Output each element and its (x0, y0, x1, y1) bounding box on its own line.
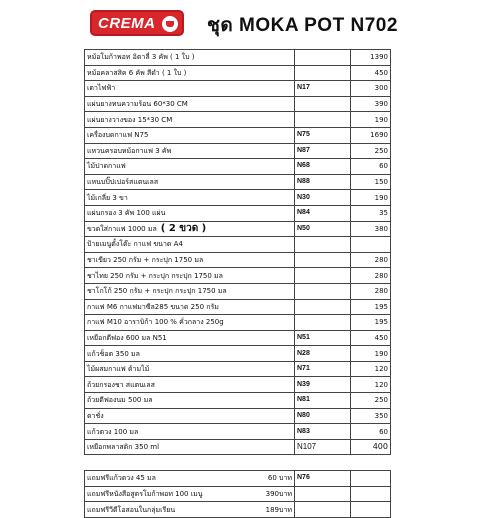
item-name (85, 174, 295, 190)
item-price: 1390 (351, 50, 391, 66)
item-name-text: ไม้เกลี่ย 3 ขา (87, 193, 128, 202)
item-name (85, 190, 295, 206)
table-row (85, 299, 391, 315)
item-name-text: แผ่นกรอง 3 คัพ 100 แผ่น (87, 209, 166, 218)
header (0, 0, 480, 46)
table-row (85, 190, 391, 206)
item-price: 190 (351, 112, 391, 128)
item-price: 380 (351, 221, 391, 237)
table-row (85, 439, 391, 455)
item-price: 120 (351, 377, 391, 393)
table-row (85, 252, 391, 268)
item-name-text: ชาโกโก้ 250 กรัม + กระปุก กระปุก 1750 มล (87, 287, 227, 296)
logo-text: CREMA (98, 14, 156, 32)
item-name-text: แผ่นยางวางของ 15*30 CM (87, 115, 173, 124)
item-name-text: เครื่องบดกาแฟ N75 (87, 131, 149, 140)
item-code: N83 (295, 424, 351, 440)
item-price: 390 (351, 96, 391, 112)
item-name-text: ไม้ผสมกาแฟ ด้ามไม้ (87, 365, 150, 374)
item-name (85, 237, 295, 253)
item-name-text: ถ้วยกรองชา สแตนเลส (87, 380, 155, 389)
item-name (85, 112, 295, 128)
item-name-text: แถมฟรีวีดีโอสอนในกลุ่มเรียน (87, 505, 176, 514)
table-row (85, 96, 391, 112)
item-name-text: แหวนครอบหม้อกาแฟ 3 คัพ (87, 146, 172, 155)
table-row (85, 424, 391, 440)
table-row (85, 112, 391, 128)
item-code (295, 486, 351, 502)
item-name-text: ตาชั่ง (87, 411, 104, 420)
item-name (85, 268, 295, 284)
item-name-text: ชาเขียว 250 กรัม + กระปุก 1750 มล (87, 256, 204, 265)
item-code (295, 299, 351, 315)
blank-cell (295, 455, 351, 471)
table-row (85, 127, 391, 143)
item-name (85, 221, 295, 237)
item-value: 189บาท (265, 505, 292, 514)
table-row (85, 361, 391, 377)
item-name-text: แถมฟรีหนังสือสูตรโมก้าพอท 100 เมนู (87, 489, 203, 498)
item-code: N17 (295, 81, 351, 97)
item-code: N75 (295, 127, 351, 143)
item-name (85, 127, 295, 143)
item-code: N81 (295, 393, 351, 409)
table-row (85, 268, 391, 284)
table-row (85, 174, 391, 190)
item-price: 400 (351, 439, 391, 455)
item-note: ( 2 ขวด ) (160, 222, 207, 234)
table-row (85, 346, 391, 362)
item-name (85, 283, 295, 299)
item-price (351, 486, 391, 502)
blank-cell (85, 455, 295, 471)
item-code: N107 (295, 439, 351, 455)
table-row (85, 408, 391, 424)
page-title: ชุด MOKA POT N702 (207, 15, 398, 36)
item-price (351, 471, 391, 487)
item-name (85, 361, 295, 377)
item-price: 250 (351, 393, 391, 409)
item-name (85, 471, 295, 487)
item-name-text: แถมฟรีแก้วตวง 45 มล (87, 474, 156, 483)
item-code (295, 50, 351, 66)
item-name-text: แก้วตวง 100 มล (87, 427, 139, 436)
item-price (351, 237, 391, 253)
item-name (85, 50, 295, 66)
item-name (85, 424, 295, 440)
item-code: N87 (295, 143, 351, 159)
table-row (85, 81, 391, 97)
item-price: 300 (351, 81, 391, 97)
table-row (85, 50, 391, 66)
item-code: N51 (295, 330, 351, 346)
item-price: 60 (351, 159, 391, 175)
item-name (85, 205, 295, 221)
item-code (295, 268, 351, 284)
item-value: 60 บาท (267, 474, 292, 483)
item-name-text: กาแฟ M10 อาราบิก้า 100 % คั่วกลาง 250g (87, 318, 224, 327)
item-price: 450 (351, 330, 391, 346)
item-price: 250 (351, 143, 391, 159)
item-code: N68 (295, 159, 351, 175)
item-code (295, 237, 351, 253)
item-price: 350 (351, 408, 391, 424)
item-price (351, 502, 391, 518)
table-row (85, 159, 391, 175)
table-row (85, 393, 391, 409)
item-name-text: ขวดใส่กาแฟ 1000 มล (87, 224, 157, 233)
item-name (85, 393, 295, 409)
item-value: 390บาท (265, 489, 292, 498)
item-name-text: หม้อคลาสสิค 6 คัพ สีดำ ( 1 ใบ ) (87, 68, 187, 77)
table-row (85, 221, 391, 237)
item-name-text: เหยือกตีฟอง 600 มล N51 (87, 333, 167, 342)
item-price: 280 (351, 268, 391, 284)
table-row (85, 471, 391, 487)
item-name-text: ไม้ปาดกาแฟ (87, 162, 126, 171)
table-row (85, 315, 391, 331)
table-row (85, 377, 391, 393)
table-row (85, 143, 391, 159)
item-name-text: ถ้วยตีฟองนม 500 มล (87, 396, 153, 405)
item-name-text: ชาไทย 250 กรัม + กระปุก กระปุก 1750 มล (87, 271, 223, 280)
table-row (85, 455, 391, 471)
item-price: 150 (351, 174, 391, 190)
item-name (85, 159, 295, 175)
item-price: 280 (351, 283, 391, 299)
item-code: N28 (295, 346, 351, 362)
blank-cell (351, 455, 391, 471)
item-code (295, 112, 351, 128)
item-name (85, 252, 295, 268)
item-code: N50 (295, 221, 351, 237)
item-code: N76 (295, 471, 351, 487)
item-price: 60 (351, 424, 391, 440)
table-row (85, 205, 391, 221)
item-name (85, 330, 295, 346)
item-code (295, 252, 351, 268)
item-price: 190 (351, 190, 391, 206)
coffee-cup-icon (162, 16, 178, 32)
item-code: N84 (295, 205, 351, 221)
item-name (85, 315, 295, 331)
item-name-text: แหนบปิ๊ปเปอร์สแตนเลส (87, 178, 159, 187)
item-code: N71 (295, 361, 351, 377)
item-code: N88 (295, 174, 351, 190)
item-code: N80 (295, 408, 351, 424)
price-table (84, 49, 391, 518)
item-name (85, 81, 295, 97)
item-name (85, 486, 295, 502)
item-code (295, 502, 351, 518)
item-price: 450 (351, 65, 391, 81)
item-name (85, 346, 295, 362)
item-name (85, 439, 295, 455)
item-price: 195 (351, 299, 391, 315)
item-name-text: แก้วช็อต 350 มล (87, 349, 140, 358)
crema-logo (90, 10, 184, 36)
item-name-text: กาแฟ M6 กาแฟมาซีล285 ขนาด 250 กรัม (87, 302, 219, 311)
item-name-text: เหยือกพลาสติก 350 ml (87, 443, 160, 452)
table-row (85, 65, 391, 81)
item-code: N39 (295, 377, 351, 393)
item-price: 1690 (351, 127, 391, 143)
item-code: N30 (295, 190, 351, 206)
item-code (295, 65, 351, 81)
table-row (85, 237, 391, 253)
item-code (295, 96, 351, 112)
item-code (295, 315, 351, 331)
item-name (85, 377, 295, 393)
item-name-text: หม้อโมก้าพอท อิตาลี่ 3 คัพ ( 1 ใบ ) (87, 53, 195, 62)
item-name (85, 143, 295, 159)
table-row (85, 502, 391, 518)
item-name (85, 408, 295, 424)
item-price: 190 (351, 346, 391, 362)
table-row (85, 283, 391, 299)
item-price: 195 (351, 315, 391, 331)
item-name (85, 299, 295, 315)
item-name-text: เตาไฟฟ้า (87, 84, 116, 93)
item-name (85, 96, 295, 112)
table-row (85, 486, 391, 502)
item-price: 35 (351, 205, 391, 221)
item-price: 120 (351, 361, 391, 377)
item-name-text: ป้ายเมนูตั้งโต๊ะ กาแฟ ขนาด A4 (87, 240, 183, 249)
item-price: 280 (351, 252, 391, 268)
item-name-text: แผ่นยางทนความร้อน 60*30 CM (87, 100, 188, 109)
item-name (85, 65, 295, 81)
item-name (85, 502, 295, 518)
item-code (295, 283, 351, 299)
table-row (85, 330, 391, 346)
